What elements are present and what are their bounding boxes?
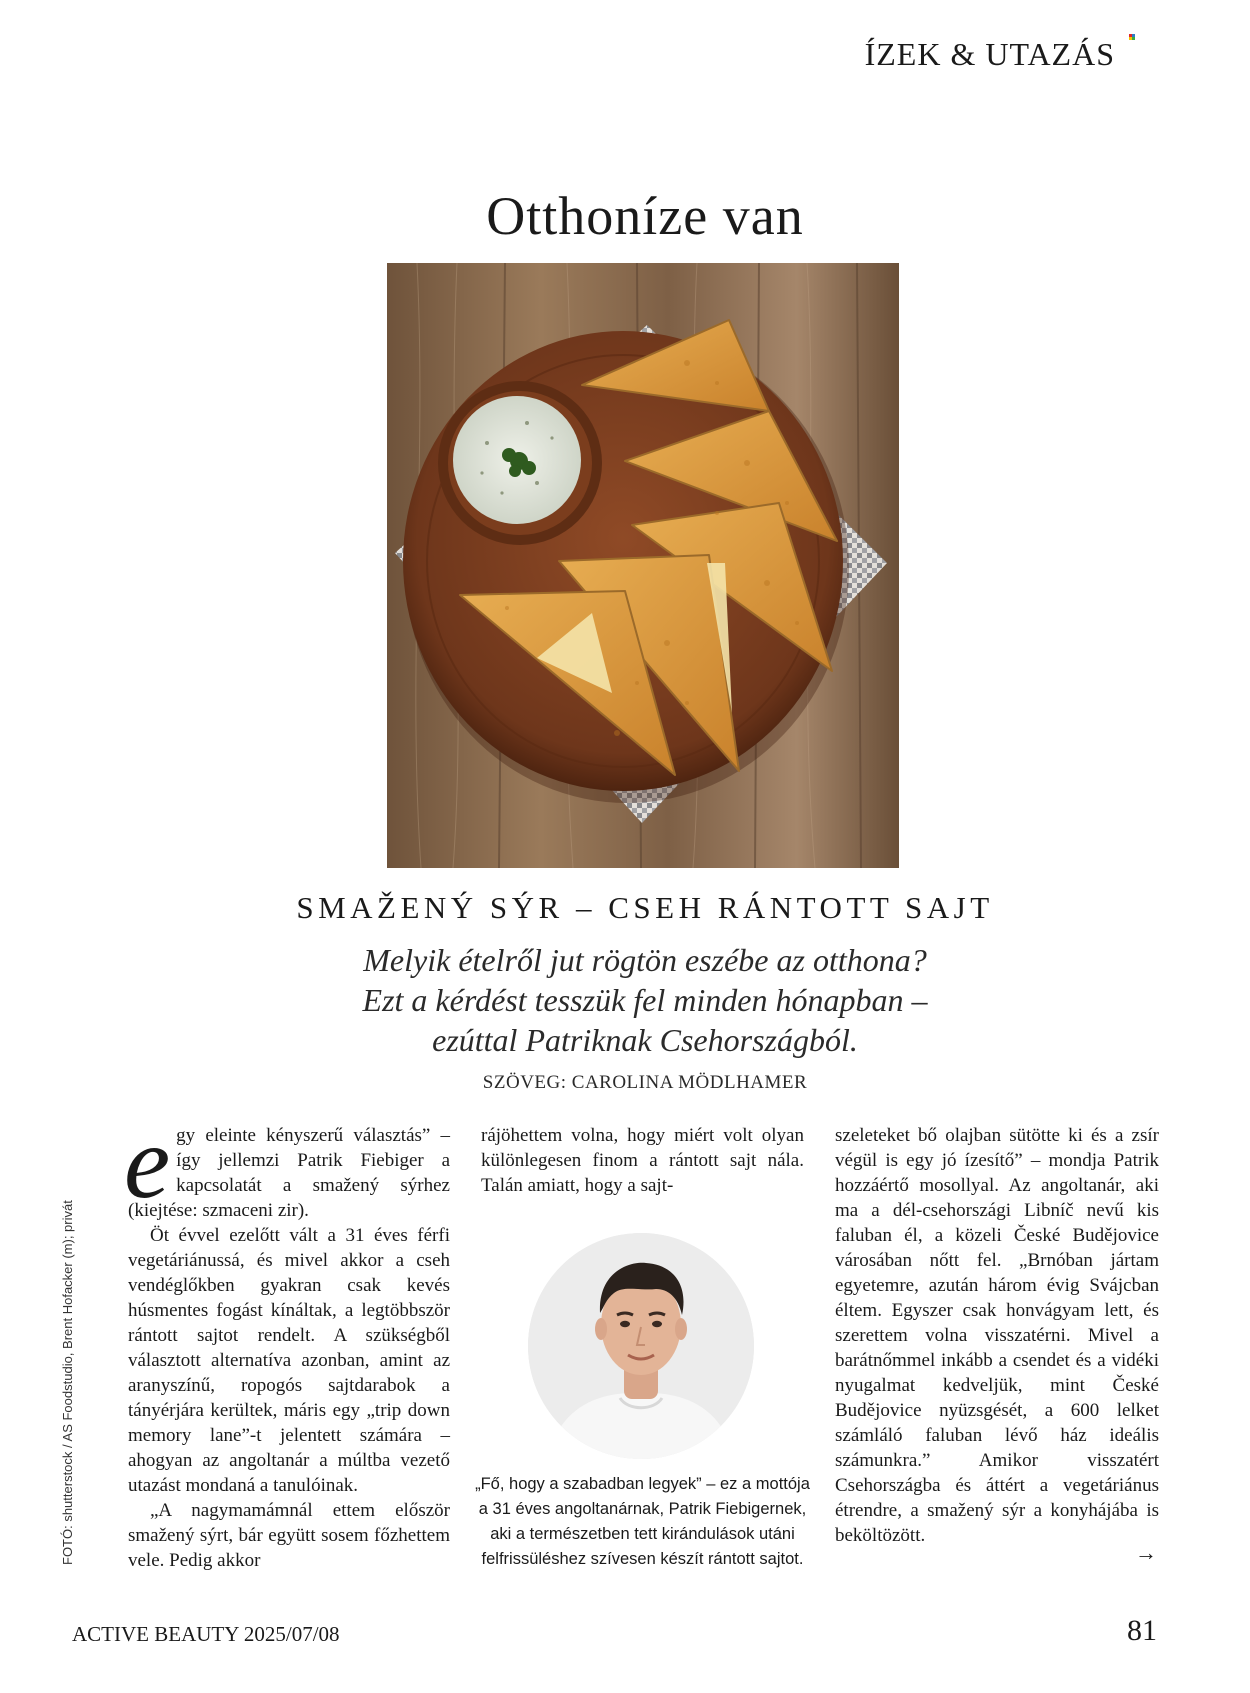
lead-line: Ezt a kérdést tesszük fel minden hónapban – (362, 982, 928, 1018)
fried-cheese-photo (387, 263, 899, 868)
body-column-3 (835, 1123, 1159, 1548)
dish-title: SMAŽENÝ SÝR – CSEH RÁNTOTT SAJT (296, 890, 994, 925)
corner-dots-icon (1129, 34, 1135, 40)
arrow-right-icon: → (1135, 1540, 1157, 1565)
body-paragraph: szeleteket bő olajban sütötte ki és a zsír végül is egy jó ízesítő” – mondja Patrik hozzáértő mosollyal. Az angoltanár, aki ma a dél-csehországi Libníč nevű kis faluban él, a közeli České Budějovice városában nőtt fel. „Brnóban jártam egyetemre, azután három évig Svájcban éltem. Egyszer csak honvágyam lett, és szerettem volna visszatérni. Mivel a barátnőmmel inkább a csendet és a vidéki nyugalmat kedveljük, mint České Budějovice nyüzsgését, a 600 lelket számláló faluban lévő ház ideális számunkra.” Amikor visszatért Csehországba és áttért a vegetáriánus étrendre, a smažený sýr a konyhájába is beköltözött. (835, 1125, 1159, 1546)
page-title: Otthoníze van (486, 186, 804, 246)
lead-line: Melyik ételről jut rögtön eszébe az otthona? (363, 942, 927, 978)
body-paragraph: rájöhettem volna, hogy miért volt olyan különlegesen finom a rántott sajt nála. Talán amiatt, hogy a sajt- (481, 1125, 804, 1196)
body-paragraph: „A nagymamámnál ettem először smažený sýrt, bár együtt sosem főzhettem vele. Pedig akkor (128, 1500, 450, 1571)
byline: SZÖVEG: CAROLINA MÖDLHAMER (482, 1072, 808, 1093)
lead-text (0, 940, 1250, 1060)
body-column-2 (481, 1123, 804, 1198)
page-number: 81 (1127, 1614, 1157, 1647)
body-column-1 (124, 1105, 450, 1573)
body-paragraph (124, 1105, 450, 1223)
body-text: gy eleinte kényszerű választás” – így jellemzi Patrik Fiebiger a kapcsolatát a smažený sýrhez (kiejtése: szmaceni zir). (128, 1125, 450, 1221)
section-label: ÍZEK & UTAZÁS (864, 36, 1115, 72)
portrait-photo (528, 1233, 754, 1459)
photo-caption: „Fő, hogy a szabadban legyek” – ez a mottója a 31 éves angoltanárnak, Patrik Fiebigernek, aki a természetben tett kirándulások utáni felfrissüléshez szívesen készít rántott sajtot. (475, 1475, 810, 1568)
lead-line: ezúttal Patriknak Csehországból. (432, 1022, 858, 1058)
photo-credit: FOTÓ: shutterstock / AS Foodstudio, Brent Hofacker (m); privát (60, 1200, 75, 1565)
drop-cap: e (124, 1105, 171, 1220)
body-paragraph: Öt évvel ezelőtt vált a 31 éves férfi vegetáriánussá, és mivel akkor a cseh vendéglőkben gyakran csak kevés húsmentes fogást kínáltak, a legtöbbször rántott sajtot rendelt. A szükségből választott alternatíva azonban, amint az aranyszínű, ropogós sajtdarabok a tányérjára kerültek, máris egy „trip down memory lane”-t jelentett számára – ahogyan az angoltanár a múltba vezető utazást mondaná a tanulóinak. (128, 1225, 450, 1496)
magazine-issue: ACTIVE BEAUTY 2025/07/08 (72, 1622, 340, 1646)
